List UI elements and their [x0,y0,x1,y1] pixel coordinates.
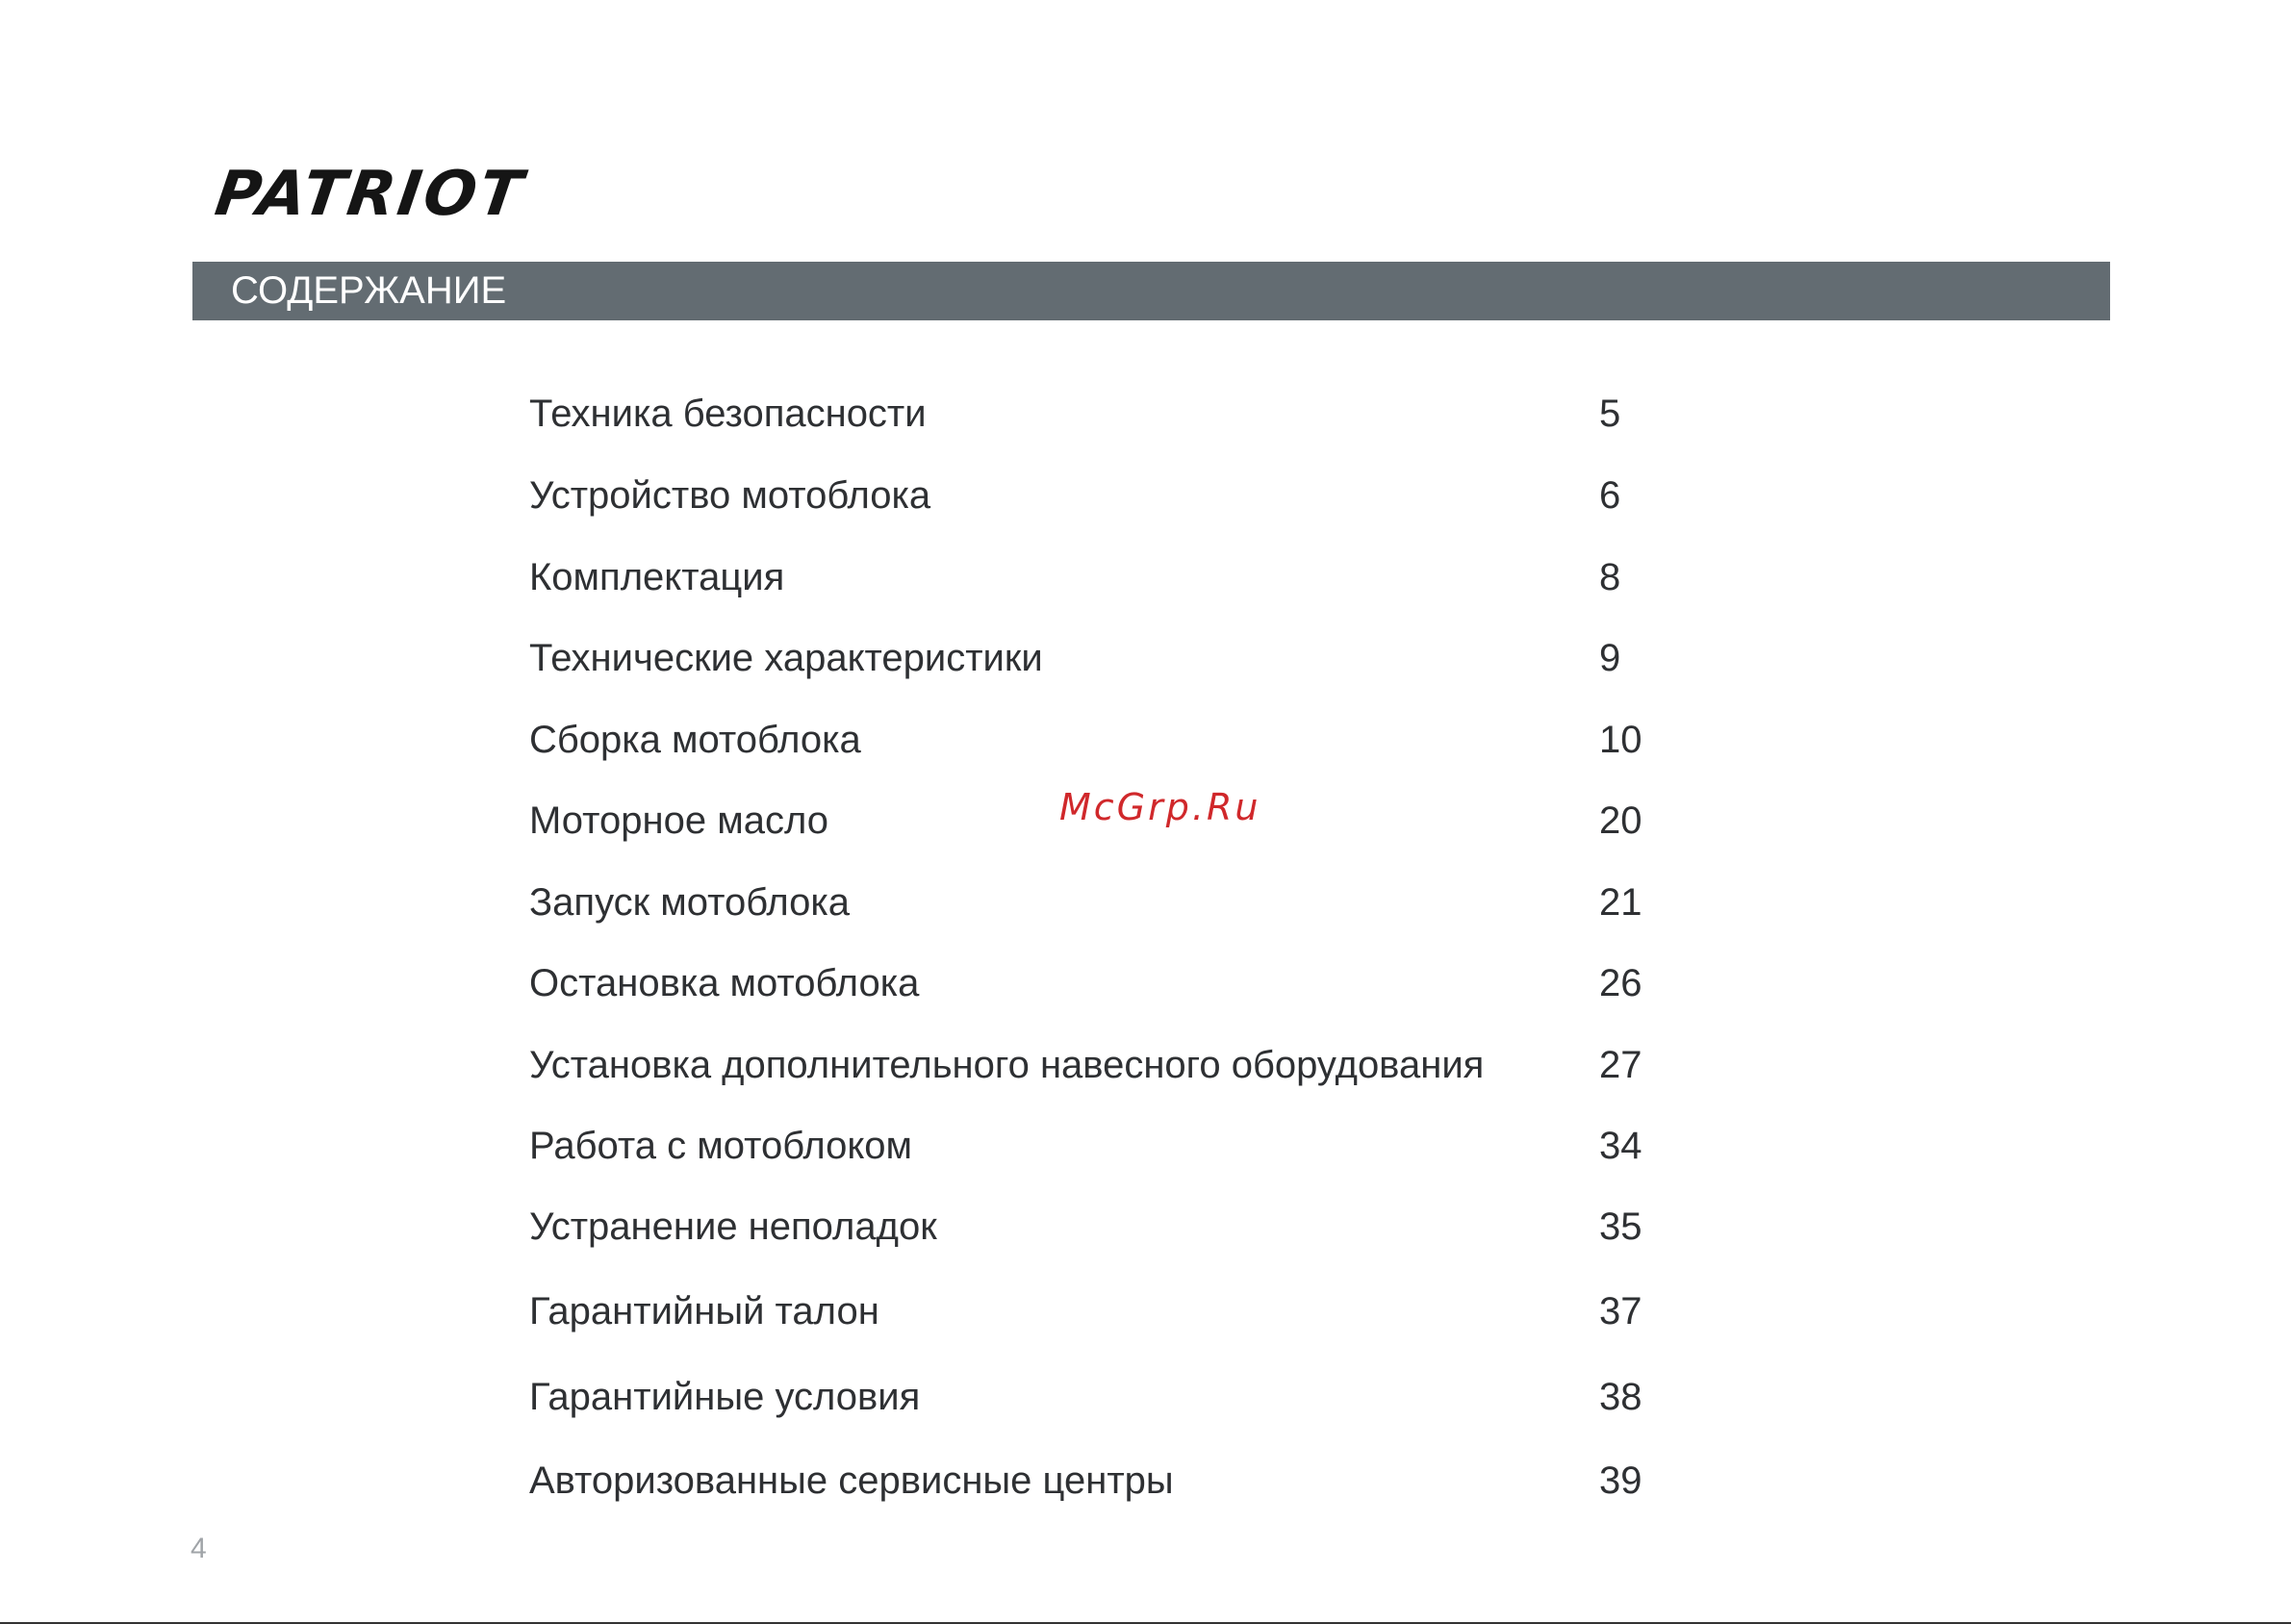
toc-item-label: Гарантийный талон [529,1290,879,1332]
watermark: McGrp.Ru [1059,786,1261,828]
toc-item[interactable] [0,711,2291,769]
toc-item-page: 8 [1599,556,1621,598]
toc-item[interactable] [0,954,2291,1012]
toc-item-label: Устройство мотоблока [529,474,931,517]
toc-item[interactable] [0,874,2291,931]
toc-item-label: Технические характеристики [529,637,1043,679]
toc-item-page: 10 [1599,719,1642,761]
toc-item[interactable] [0,467,2291,524]
page-number: 4 [191,1533,207,1564]
toc-item-label: Работа с мотоблоком [529,1125,913,1167]
toc-item[interactable] [0,1452,2291,1510]
toc-item-label: Моторное масло [529,799,828,842]
toc-item-label: Авторизованные сервисные центры [529,1459,1174,1502]
toc-item-label: Комплектация [529,556,785,598]
page-title: СОДЕРЖАНИЕ [231,269,507,312]
toc-item-page: 38 [1599,1376,1642,1418]
toc-item[interactable] [0,1198,2291,1256]
toc-item-page: 21 [1599,881,1642,924]
toc-item[interactable] [0,629,2291,687]
toc-item[interactable] [0,1036,2291,1094]
toc-item-label: Сборка мотоблока [529,719,861,761]
toc-item-page: 9 [1599,637,1621,679]
toc-item-label: Остановка мотоблока [529,962,920,1004]
toc-item-label: Техника безопасности [529,393,927,435]
toc-item-page: 27 [1599,1044,1642,1086]
toc-item-page: 37 [1599,1290,1642,1332]
patriot-logo: PATRIOT [211,159,529,230]
toc-item-label: Устранение неполадок [529,1205,937,1248]
toc-item[interactable] [0,1282,2291,1340]
toc-item-page: 20 [1599,799,1642,842]
toc-item[interactable] [0,1117,2291,1175]
toc-item-label: Запуск мотоблока [529,881,850,924]
toc-item[interactable] [0,1368,2291,1426]
toc-item-page: 26 [1599,962,1642,1004]
toc-item-label: Гарантийные условия [529,1376,921,1418]
toc-item-page: 6 [1599,474,1621,517]
toc-item-page: 34 [1599,1125,1642,1167]
toc-item[interactable] [0,385,2291,443]
toc-item-page: 5 [1599,393,1621,435]
toc-item-page: 35 [1599,1205,1642,1248]
toc-item[interactable] [0,548,2291,606]
toc-item-label: Установка дополнительного навесного оборудования [529,1044,1485,1086]
toc-item-page: 39 [1599,1459,1642,1502]
